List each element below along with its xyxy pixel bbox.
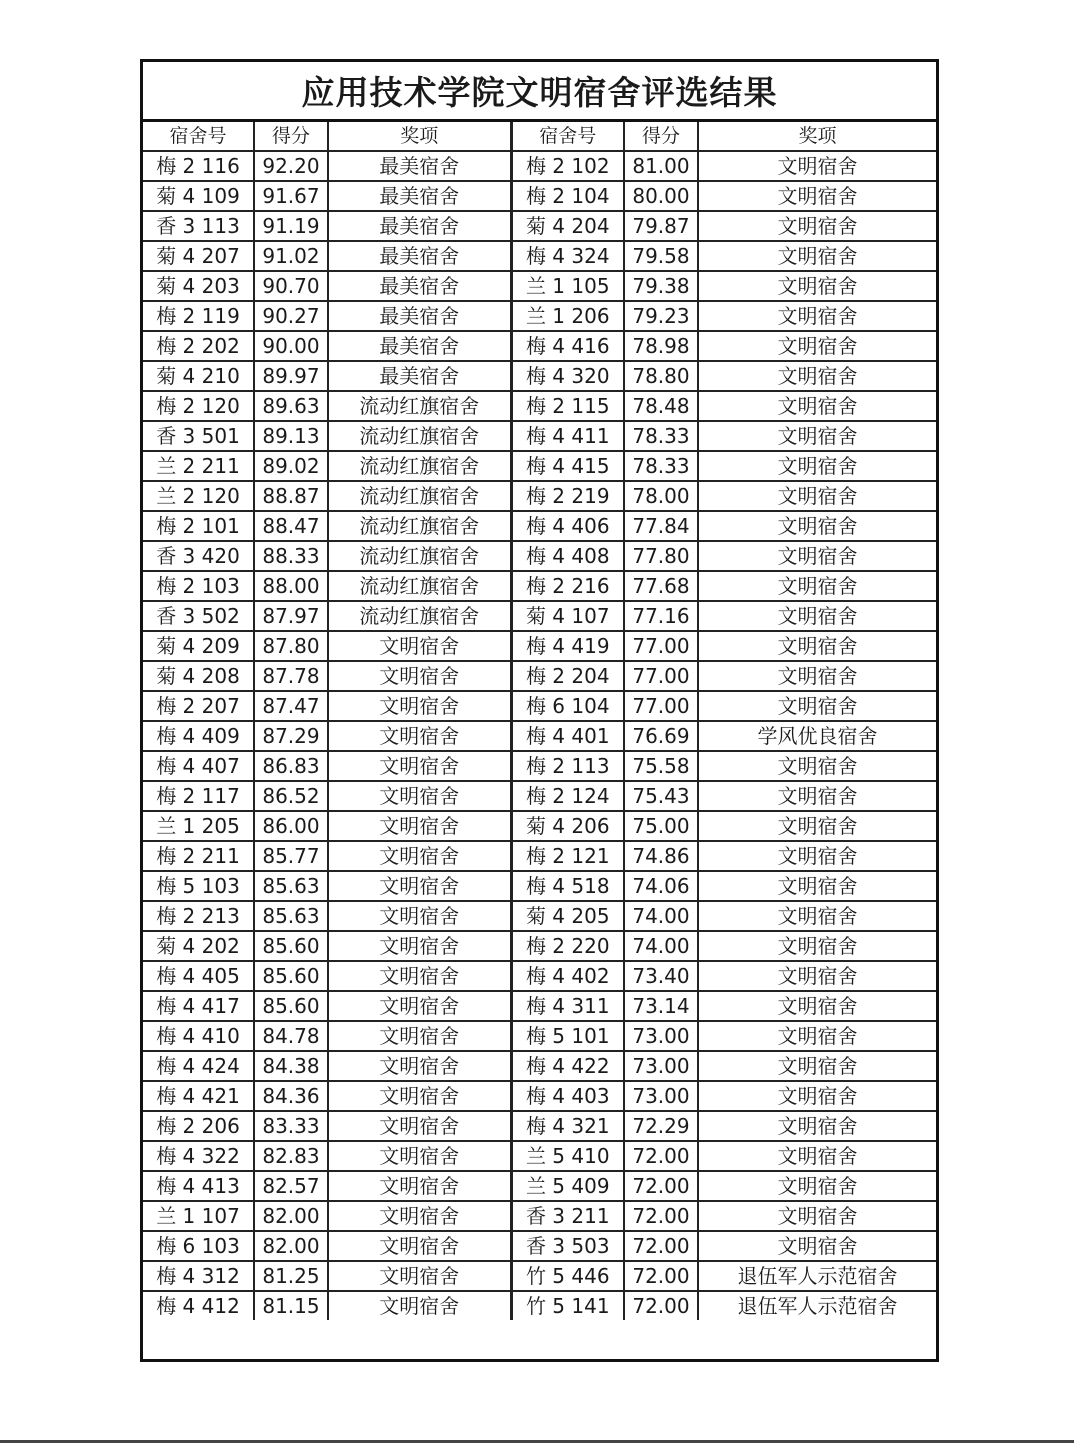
score-cell: 78.33 [624, 421, 698, 451]
award-cell: 文明宿舍 [698, 211, 936, 241]
award-cell: 最美宿舍 [328, 331, 511, 361]
score-cell: 74.86 [624, 841, 698, 871]
score-cell: 76.69 [624, 721, 698, 751]
table-row [143, 751, 936, 781]
score-cell: 87.97 [254, 601, 328, 631]
score-cell: 75.43 [624, 781, 698, 811]
table-row [143, 151, 936, 181]
award-cell: 文明宿舍 [698, 1021, 936, 1051]
table-row [143, 691, 936, 721]
table-row [143, 841, 936, 871]
score-cell: 86.00 [254, 811, 328, 841]
score-cell: 86.83 [254, 751, 328, 781]
score-cell: 90.00 [254, 331, 328, 361]
dorm-number-cell: 菊 4 107 [511, 601, 624, 631]
score-cell: 72.00 [624, 1291, 698, 1320]
table-row [143, 241, 936, 271]
dorm-number-cell: 梅 4 409 [143, 721, 254, 751]
score-cell: 73.14 [624, 991, 698, 1021]
dorm-number-cell: 梅 4 408 [511, 541, 624, 571]
dorm-number-cell: 梅 4 416 [511, 331, 624, 361]
award-cell: 文明宿舍 [328, 1111, 511, 1141]
table-row [143, 181, 936, 211]
award-cell: 流动红旗宿舍 [328, 421, 511, 451]
award-cell: 学风优良宿舍 [698, 721, 936, 751]
score-cell: 72.29 [624, 1111, 698, 1141]
score-cell: 84.38 [254, 1051, 328, 1081]
dorm-number-cell: 兰 1 105 [511, 271, 624, 301]
award-cell: 文明宿舍 [698, 151, 936, 181]
award-cell: 流动红旗宿舍 [328, 451, 511, 481]
dorm-number-cell: 梅 2 213 [143, 901, 254, 931]
score-cell: 77.84 [624, 511, 698, 541]
table-row [143, 1201, 936, 1231]
award-cell: 流动红旗宿舍 [328, 391, 511, 421]
table-row [143, 1231, 936, 1261]
award-cell: 文明宿舍 [698, 301, 936, 331]
score-cell: 87.78 [254, 661, 328, 691]
score-cell: 87.47 [254, 691, 328, 721]
dorm-number-cell: 梅 4 421 [143, 1081, 254, 1111]
award-cell: 最美宿舍 [328, 241, 511, 271]
header-cell: 宿舍号 [511, 122, 624, 151]
dorm-number-cell: 菊 4 207 [143, 241, 254, 271]
dorm-number-cell: 梅 2 120 [143, 391, 254, 421]
award-cell: 文明宿舍 [328, 721, 511, 751]
score-cell: 85.60 [254, 931, 328, 961]
dorm-number-cell: 梅 2 113 [511, 751, 624, 781]
table-row [143, 1081, 936, 1111]
score-cell: 75.00 [624, 811, 698, 841]
award-cell: 文明宿舍 [328, 841, 511, 871]
score-cell: 77.80 [624, 541, 698, 571]
header-cell: 宿舍号 [143, 122, 254, 151]
dorm-number-cell: 梅 4 324 [511, 241, 624, 271]
table-row [143, 781, 936, 811]
award-cell: 文明宿舍 [698, 541, 936, 571]
dorm-number-cell: 菊 4 205 [511, 901, 624, 931]
award-cell: 文明宿舍 [698, 601, 936, 631]
dorm-number-cell: 香 3 502 [143, 601, 254, 631]
dorm-number-cell: 梅 2 103 [143, 571, 254, 601]
dorm-number-cell: 兰 1 205 [143, 811, 254, 841]
award-cell: 文明宿舍 [698, 1171, 936, 1201]
award-cell: 文明宿舍 [698, 391, 936, 421]
dorm-number-cell: 兰 2 211 [143, 451, 254, 481]
dorm-number-cell: 梅 4 413 [143, 1171, 254, 1201]
score-cell: 82.57 [254, 1171, 328, 1201]
score-cell: 78.33 [624, 451, 698, 481]
score-cell: 82.00 [254, 1231, 328, 1261]
award-cell: 文明宿舍 [328, 931, 511, 961]
score-cell: 90.70 [254, 271, 328, 301]
award-cell: 文明宿舍 [698, 181, 936, 211]
table-row [143, 721, 936, 751]
table-row [143, 511, 936, 541]
sheet-title: 应用技术学院文明宿舍评选结果 [143, 62, 936, 122]
score-cell: 77.16 [624, 601, 698, 631]
score-cell: 78.98 [624, 331, 698, 361]
dorm-number-cell: 兰 2 120 [143, 481, 254, 511]
award-cell: 文明宿舍 [328, 991, 511, 1021]
score-cell: 87.29 [254, 721, 328, 751]
score-cell: 77.00 [624, 691, 698, 721]
dorm-number-cell: 梅 4 412 [143, 1291, 254, 1320]
dorm-number-cell: 梅 4 410 [143, 1021, 254, 1051]
score-cell: 85.77 [254, 841, 328, 871]
page-bottom-divider [0, 1440, 1074, 1443]
award-cell: 文明宿舍 [328, 1021, 511, 1051]
table-row [143, 1111, 936, 1141]
score-cell: 79.58 [624, 241, 698, 271]
score-cell: 89.02 [254, 451, 328, 481]
score-cell: 74.06 [624, 871, 698, 901]
award-cell: 文明宿舍 [698, 1231, 936, 1261]
dorm-number-cell: 梅 2 204 [511, 661, 624, 691]
table-row [143, 931, 936, 961]
table-row [143, 991, 936, 1021]
dorm-number-cell: 梅 4 311 [511, 991, 624, 1021]
dorm-number-cell: 菊 4 209 [143, 631, 254, 661]
score-cell: 89.63 [254, 391, 328, 421]
award-cell: 文明宿舍 [698, 481, 936, 511]
award-cell: 文明宿舍 [328, 1141, 511, 1171]
dorm-number-cell: 梅 4 402 [511, 961, 624, 991]
table-row [143, 541, 936, 571]
award-cell: 文明宿舍 [698, 991, 936, 1021]
dorm-number-cell: 梅 5 103 [143, 871, 254, 901]
score-cell: 84.36 [254, 1081, 328, 1111]
dorm-number-cell: 香 3 501 [143, 421, 254, 451]
award-cell: 退伍军人示范宿舍 [698, 1291, 936, 1320]
award-cell: 文明宿舍 [698, 841, 936, 871]
award-cell: 文明宿舍 [328, 661, 511, 691]
score-cell: 92.20 [254, 151, 328, 181]
dorm-number-cell: 菊 4 206 [511, 811, 624, 841]
table-row [143, 631, 936, 661]
award-cell: 文明宿舍 [328, 961, 511, 991]
dorm-number-cell: 梅 2 202 [143, 331, 254, 361]
dorm-number-cell: 梅 2 211 [143, 841, 254, 871]
award-cell: 文明宿舍 [328, 1051, 511, 1081]
award-cell: 文明宿舍 [328, 1081, 511, 1111]
dorm-number-cell: 梅 2 219 [511, 481, 624, 511]
dorm-number-cell: 梅 4 320 [511, 361, 624, 391]
award-cell: 文明宿舍 [698, 751, 936, 781]
dorm-number-cell: 梅 2 220 [511, 931, 624, 961]
dorm-number-cell: 梅 5 101 [511, 1021, 624, 1051]
award-cell: 文明宿舍 [698, 1081, 936, 1111]
score-cell: 79.38 [624, 271, 698, 301]
dorm-number-cell: 香 3 113 [143, 211, 254, 241]
table-row [143, 1021, 936, 1051]
award-cell: 流动红旗宿舍 [328, 481, 511, 511]
score-cell: 85.60 [254, 991, 328, 1021]
score-cell: 87.80 [254, 631, 328, 661]
score-cell: 78.48 [624, 391, 698, 421]
award-cell: 文明宿舍 [698, 331, 936, 361]
table-row [143, 1261, 936, 1291]
award-cell: 文明宿舍 [328, 1291, 511, 1320]
score-cell: 77.68 [624, 571, 698, 601]
score-cell: 89.97 [254, 361, 328, 391]
score-cell: 74.00 [624, 931, 698, 961]
score-cell: 79.87 [624, 211, 698, 241]
dorm-number-cell: 竹 5 446 [511, 1261, 624, 1291]
award-cell: 文明宿舍 [698, 871, 936, 901]
score-cell: 77.00 [624, 661, 698, 691]
score-cell: 81.00 [624, 151, 698, 181]
award-cell: 最美宿舍 [328, 361, 511, 391]
dorm-number-cell: 菊 4 203 [143, 271, 254, 301]
score-cell: 91.67 [254, 181, 328, 211]
dorm-number-cell: 梅 2 207 [143, 691, 254, 721]
award-cell: 文明宿舍 [698, 241, 936, 271]
dorm-number-cell: 梅 4 322 [143, 1141, 254, 1171]
award-cell: 文明宿舍 [698, 361, 936, 391]
score-cell: 88.00 [254, 571, 328, 601]
score-cell: 81.25 [254, 1261, 328, 1291]
dorm-number-cell: 梅 2 206 [143, 1111, 254, 1141]
award-cell: 文明宿舍 [698, 631, 936, 661]
award-cell: 文明宿舍 [328, 751, 511, 781]
score-cell: 78.00 [624, 481, 698, 511]
table-row [143, 1171, 936, 1201]
table-row [143, 961, 936, 991]
score-cell: 73.40 [624, 961, 698, 991]
score-cell: 75.58 [624, 751, 698, 781]
award-cell: 文明宿舍 [698, 961, 936, 991]
dorm-number-cell: 菊 4 208 [143, 661, 254, 691]
award-cell: 文明宿舍 [698, 811, 936, 841]
table-row [143, 451, 936, 481]
score-cell: 80.00 [624, 181, 698, 211]
dorm-number-cell: 梅 4 406 [511, 511, 624, 541]
dorm-number-cell: 梅 6 103 [143, 1231, 254, 1261]
award-cell: 文明宿舍 [328, 811, 511, 841]
award-cell: 最美宿舍 [328, 271, 511, 301]
dorm-number-cell: 菊 4 210 [143, 361, 254, 391]
score-cell: 81.15 [254, 1291, 328, 1320]
award-cell: 文明宿舍 [328, 781, 511, 811]
award-cell: 文明宿舍 [698, 781, 936, 811]
award-cell: 文明宿舍 [328, 631, 511, 661]
score-cell: 90.27 [254, 301, 328, 331]
dorm-number-cell: 梅 4 417 [143, 991, 254, 1021]
dorm-number-cell: 兰 1 107 [143, 1201, 254, 1231]
award-cell: 文明宿舍 [698, 271, 936, 301]
dorm-number-cell: 梅 2 115 [511, 391, 624, 421]
award-cell: 文明宿舍 [328, 1261, 511, 1291]
award-cell: 文明宿舍 [698, 691, 936, 721]
dorm-number-cell: 梅 2 124 [511, 781, 624, 811]
table-row [143, 1291, 936, 1320]
dorm-number-cell: 梅 4 518 [511, 871, 624, 901]
dorm-number-cell: 梅 4 405 [143, 961, 254, 991]
score-cell: 85.63 [254, 871, 328, 901]
dorm-number-cell: 梅 4 415 [511, 451, 624, 481]
award-cell: 文明宿舍 [328, 691, 511, 721]
score-cell: 89.13 [254, 421, 328, 451]
award-cell: 最美宿舍 [328, 211, 511, 241]
score-cell: 88.87 [254, 481, 328, 511]
award-cell: 最美宿舍 [328, 301, 511, 331]
header-cell: 得分 [254, 122, 328, 151]
score-cell: 86.52 [254, 781, 328, 811]
dorm-number-cell: 梅 4 403 [511, 1081, 624, 1111]
dorm-number-cell: 香 3 420 [143, 541, 254, 571]
table-row [143, 271, 936, 301]
dorm-number-cell: 兰 5 409 [511, 1171, 624, 1201]
award-cell: 流动红旗宿舍 [328, 541, 511, 571]
award-cell: 文明宿舍 [698, 1051, 936, 1081]
dorm-number-cell: 梅 2 104 [511, 181, 624, 211]
score-cell: 88.47 [254, 511, 328, 541]
score-cell: 73.00 [624, 1021, 698, 1051]
table-row [143, 601, 936, 631]
dorm-number-cell: 竹 5 141 [511, 1291, 624, 1320]
table-row [143, 1141, 936, 1171]
score-cell: 72.00 [624, 1231, 698, 1261]
score-cell: 83.33 [254, 1111, 328, 1141]
score-cell: 82.00 [254, 1201, 328, 1231]
table-row [143, 391, 936, 421]
score-cell: 84.78 [254, 1021, 328, 1051]
award-cell: 退伍军人示范宿舍 [698, 1261, 936, 1291]
dorm-number-cell: 香 3 211 [511, 1201, 624, 1231]
score-cell: 79.23 [624, 301, 698, 331]
dorm-number-cell: 梅 4 419 [511, 631, 624, 661]
score-cell: 85.63 [254, 901, 328, 931]
table-header-row [143, 122, 936, 151]
dorm-number-cell: 梅 4 407 [143, 751, 254, 781]
table-row [143, 571, 936, 601]
award-cell: 文明宿舍 [328, 901, 511, 931]
dorm-number-cell: 梅 6 104 [511, 691, 624, 721]
score-cell: 73.00 [624, 1081, 698, 1111]
award-cell: 流动红旗宿舍 [328, 601, 511, 631]
header-cell: 奖项 [328, 122, 511, 151]
score-cell: 72.00 [624, 1261, 698, 1291]
dorm-number-cell: 香 3 503 [511, 1231, 624, 1261]
dorm-number-cell: 梅 4 401 [511, 721, 624, 751]
table-row [143, 811, 936, 841]
dorm-number-cell: 兰 5 410 [511, 1141, 624, 1171]
award-cell: 最美宿舍 [328, 151, 511, 181]
score-cell: 85.60 [254, 961, 328, 991]
dorm-number-cell: 梅 2 216 [511, 571, 624, 601]
table-row [143, 301, 936, 331]
dorm-number-cell: 菊 4 202 [143, 931, 254, 961]
table-row [143, 211, 936, 241]
dorm-number-cell: 菊 4 204 [511, 211, 624, 241]
award-cell: 文明宿舍 [698, 1141, 936, 1171]
header-cell: 奖项 [698, 122, 936, 151]
award-cell: 最美宿舍 [328, 181, 511, 211]
award-cell: 文明宿舍 [328, 1171, 511, 1201]
award-cell: 文明宿舍 [698, 931, 936, 961]
table-row [143, 331, 936, 361]
table-row [143, 361, 936, 391]
dorm-number-cell: 菊 4 109 [143, 181, 254, 211]
score-cell: 82.83 [254, 1141, 328, 1171]
dorm-number-cell: 兰 1 206 [511, 301, 624, 331]
dorm-number-cell: 梅 2 102 [511, 151, 624, 181]
award-cell: 文明宿舍 [328, 1231, 511, 1261]
score-cell: 73.00 [624, 1051, 698, 1081]
table-row [143, 421, 936, 451]
score-cell: 91.02 [254, 241, 328, 271]
award-cell: 文明宿舍 [698, 1201, 936, 1231]
table-row [143, 1051, 936, 1081]
dorm-number-cell: 梅 2 101 [143, 511, 254, 541]
dorm-number-cell: 梅 2 119 [143, 301, 254, 331]
dorm-number-cell: 梅 2 117 [143, 781, 254, 811]
dorm-number-cell: 梅 4 424 [143, 1051, 254, 1081]
award-cell: 文明宿舍 [698, 511, 936, 541]
score-cell: 91.19 [254, 211, 328, 241]
score-cell: 77.00 [624, 631, 698, 661]
score-cell: 72.00 [624, 1201, 698, 1231]
award-cell: 文明宿舍 [698, 661, 936, 691]
dorm-number-cell: 梅 4 312 [143, 1261, 254, 1291]
dorm-number-cell: 梅 4 321 [511, 1111, 624, 1141]
award-cell: 流动红旗宿舍 [328, 571, 511, 601]
award-cell: 文明宿舍 [698, 1111, 936, 1141]
table-row [143, 901, 936, 931]
score-cell: 78.80 [624, 361, 698, 391]
score-cell: 72.00 [624, 1171, 698, 1201]
award-cell: 文明宿舍 [698, 421, 936, 451]
award-cell: 文明宿舍 [328, 871, 511, 901]
table-row [143, 871, 936, 901]
table-row [143, 661, 936, 691]
award-cell: 文明宿舍 [698, 571, 936, 601]
score-cell: 72.00 [624, 1141, 698, 1171]
dorm-number-cell: 梅 4 422 [511, 1051, 624, 1081]
results-sheet [140, 59, 939, 1362]
dorm-number-cell: 梅 4 411 [511, 421, 624, 451]
score-cell: 88.33 [254, 541, 328, 571]
dorm-number-cell: 梅 2 116 [143, 151, 254, 181]
header-cell: 得分 [624, 122, 698, 151]
award-cell: 文明宿舍 [328, 1201, 511, 1231]
award-cell: 文明宿舍 [698, 451, 936, 481]
results-table [143, 122, 936, 1320]
score-cell: 74.00 [624, 901, 698, 931]
award-cell: 文明宿舍 [698, 901, 936, 931]
table-row [143, 481, 936, 511]
dorm-number-cell: 梅 2 121 [511, 841, 624, 871]
award-cell: 流动红旗宿舍 [328, 511, 511, 541]
